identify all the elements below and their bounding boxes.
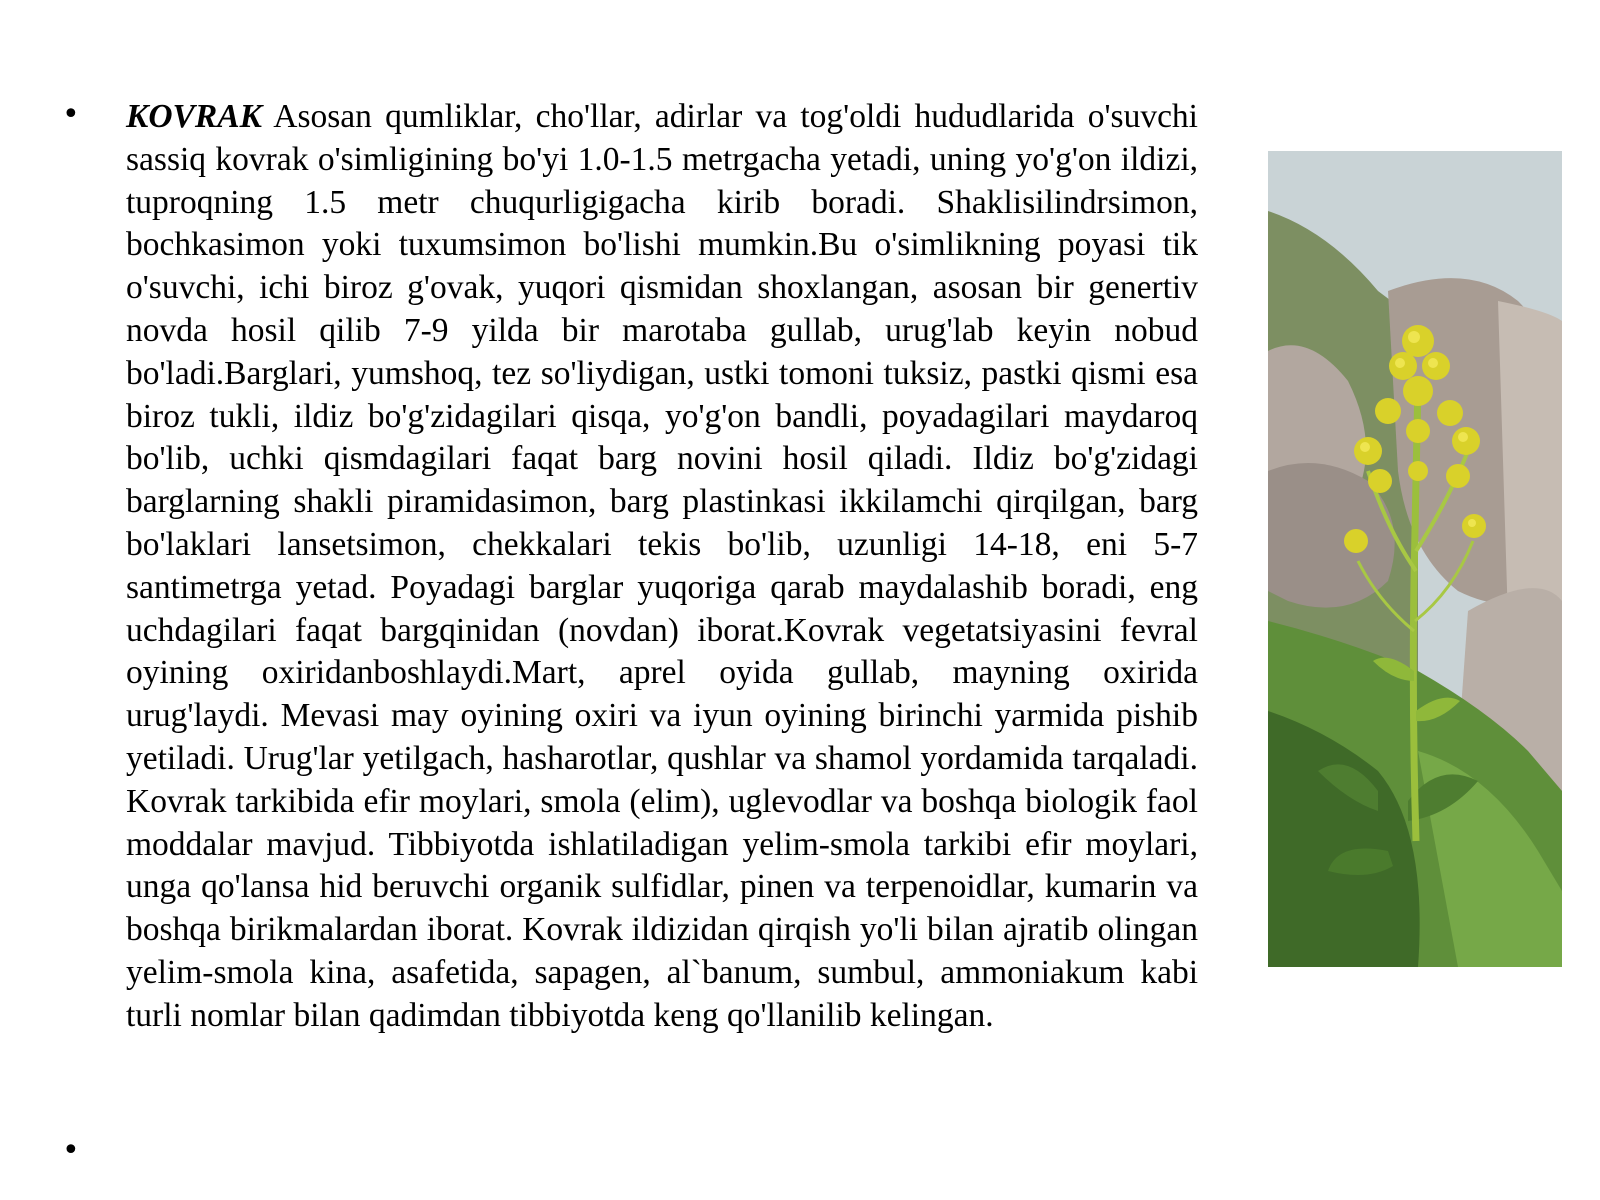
plant-photo-illustration	[1268, 151, 1562, 967]
empty-bullet-marker: •	[62, 1133, 80, 1168]
bullet-marker: •	[62, 97, 80, 132]
paragraph-text: Asosan qumliklar, cho'llar, adirlar va tog'oldi hududlarida o'suvchi sassiq kovrak o'simligining bo'yi 1.0-1.5 metrgacha yetadi, uning yo'g'on ildizi, tuproqning 1.5 metr chuqurligigacha kirib boradi. Shaklisilindrsimon, bochkasimon yoki tuxumsimon bo'lishi mumkin.Bu o'simlikning poyasi tik o'suvchi, ichi biroz g'ovak, yuqori qismidan shoxlangan, asosan bir genertiv novda hosil qilib 7-9 yilda bir marotaba gullab, urug'lab keyin nobud bo'ladi.Barglari, yumshoq, tez so'liydigan, ustki tomoni tuksiz, pastki qismi esa biroz tukli, ildiz bo'g'zidagilari qisqa, yo'g'on bandli, poyadagilari maydaroq bo'lib, uchki qismdagilari faqat barg novini hosil qiladi. Ildiz bo'g'zidagi barglarning shakli piramidasimon, barg plastinkasi ikkilamchi qirqilgan, barg bo'laklari lansetsimon, chekkalari tekis bo'lib, uzunligi 14-18, eni 5-7 santimetrga yetad. Poyadagi barglar yuqoriga qarab maydalashib boradi, eng uchdagilari faqat bargqinidan (novdan) iborat.Kovrak vegetatsiyasini fevral oyining oxiridanboshlaydi.Mart, aprel oyida gullab, mayning oxirida urug'laydi. Mevasi may oyining oxiri va iyun oyining birinchi yarmida pishib yetiladi. Urug'lar yetilgach, hasharotlar, qushlar va shamol yordamida tarqaladi. Kovrak tarkibida efir moylari, smola (elim), uglevodlar va boshqa biologik faol moddalar mavjud. Tibbiyotda ishlatiladigan yelim-smola tarkibi efir moylari, unga qo'lansa hid beruvchi organik sulfidlar, pinen va terpenoidlar, kumarin va boshqa birikmalardan iborat. Kovrak ildizidan qirqish yo'li bilan ajratib olingan yelim-smola kina, asafetida, sapagen, al`banum, sumbul, ammoniakum kabi turli nomlar bilan qadimdan tibbiyotda keng qo'llanilib kelingan.	[126, 98, 1198, 1034]
body-paragraph	[126, 96, 1198, 1038]
term-heading: KOVRAK	[126, 98, 262, 135]
kovrak-plant-photo	[1268, 151, 1562, 967]
